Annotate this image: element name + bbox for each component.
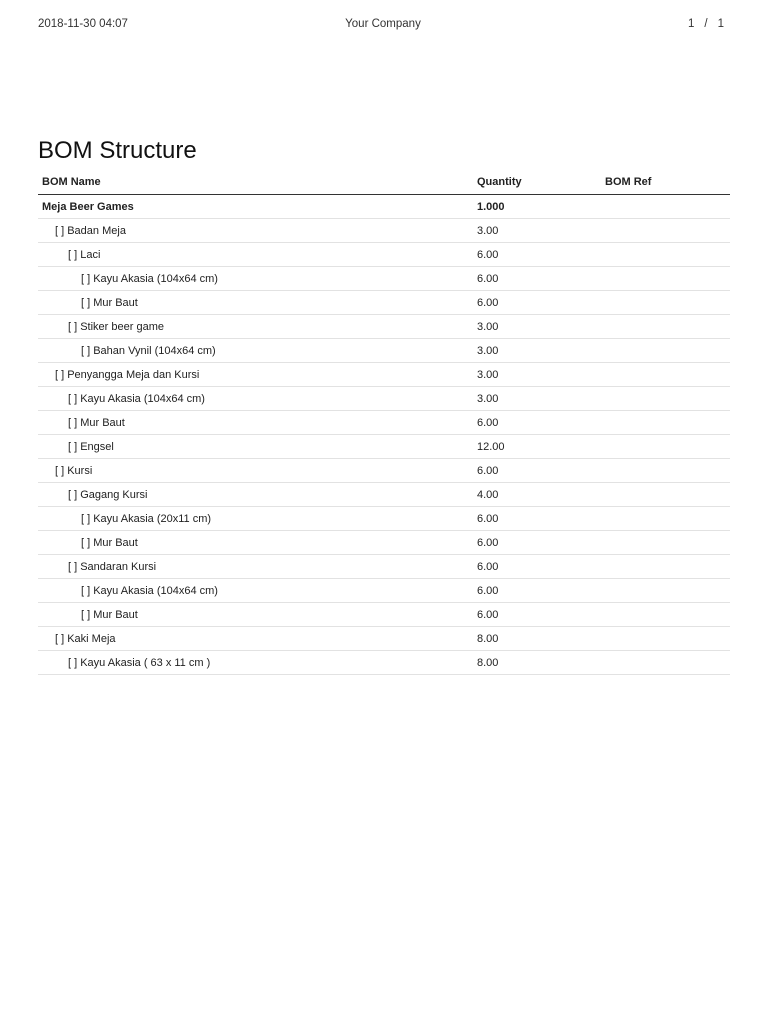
table-row	[38, 363, 730, 387]
bom-ref-cell	[601, 219, 730, 243]
table-row	[38, 195, 730, 219]
page-current: 1	[687, 18, 695, 30]
quantity-cell: 6.00	[473, 579, 601, 603]
bom-name-cell: [ ] Kayu Akasia (104x64 cm)	[38, 387, 473, 411]
page-total: 1	[717, 18, 724, 30]
bom-name-cell: [ ] Kayu Akasia ( 63 x 11 cm )	[38, 651, 473, 675]
page-separator: /	[704, 18, 708, 30]
table-row	[38, 603, 730, 627]
table-row	[38, 459, 730, 483]
bom-ref-cell	[601, 411, 730, 435]
bom-name-cell: [ ] Kayu Akasia (104x64 cm)	[38, 579, 473, 603]
bom-ref-cell	[601, 459, 730, 483]
quantity-cell: 1.000	[473, 195, 601, 219]
bom-name-cell: [ ] Mur Baut	[38, 603, 473, 627]
quantity-cell: 3.00	[473, 363, 601, 387]
bom-ref-cell	[601, 267, 730, 291]
bom-ref-cell	[601, 315, 730, 339]
bom-name-cell: [ ] Engsel	[38, 435, 473, 459]
bom-name-cell: [ ] Penyangga Meja dan Kursi	[38, 363, 473, 387]
quantity-cell: 6.00	[473, 555, 601, 579]
bom-ref-cell	[601, 579, 730, 603]
quantity-cell: 3.00	[473, 387, 601, 411]
column-header-quantity: Quantity	[473, 170, 601, 195]
bom-ref-cell	[601, 603, 730, 627]
bom-name-cell: [ ] Bahan Vynil (104x64 cm)	[38, 339, 473, 363]
table-row	[38, 267, 730, 291]
quantity-cell: 6.00	[473, 267, 601, 291]
page-title: BOM Structure	[38, 137, 197, 164]
table-row	[38, 411, 730, 435]
bom-ref-cell	[601, 627, 730, 651]
table-body	[38, 195, 730, 675]
quantity-cell: 8.00	[473, 627, 601, 651]
bom-name-cell: [ ] Mur Baut	[38, 411, 473, 435]
column-header-bom-ref: BOM Ref	[601, 170, 730, 195]
table-row	[38, 651, 730, 675]
quantity-cell: 6.00	[473, 507, 601, 531]
quantity-cell: 6.00	[473, 243, 601, 267]
quantity-cell: 8.00	[473, 651, 601, 675]
table-row	[38, 627, 730, 651]
quantity-cell: 3.00	[473, 339, 601, 363]
page-counter	[688, 18, 724, 30]
bom-name-cell: [ ] Gagang Kursi	[38, 483, 473, 507]
table-row	[38, 387, 730, 411]
column-header-bom-name: BOM Name	[38, 170, 473, 195]
bom-name-cell: [ ] Mur Baut	[38, 291, 473, 315]
bom-structure-table	[38, 170, 730, 675]
bom-name-cell: [ ] Kayu Akasia (20x11 cm)	[38, 507, 473, 531]
quantity-cell: 3.00	[473, 315, 601, 339]
table-row	[38, 315, 730, 339]
bom-ref-cell	[601, 363, 730, 387]
quantity-cell: 4.00	[473, 483, 601, 507]
quantity-cell: 6.00	[473, 291, 601, 315]
bom-name-cell: [ ] Sandaran Kursi	[38, 555, 473, 579]
bom-ref-cell	[601, 339, 730, 363]
bom-name-cell: [ ] Kayu Akasia (104x64 cm)	[38, 267, 473, 291]
table-row	[38, 339, 730, 363]
bom-ref-cell	[601, 483, 730, 507]
bom-ref-cell	[601, 651, 730, 675]
quantity-cell: 6.00	[473, 459, 601, 483]
quantity-cell: 3.00	[473, 219, 601, 243]
bom-name-cell: [ ] Kaki Meja	[38, 627, 473, 651]
table-row	[38, 435, 730, 459]
bom-ref-cell	[601, 195, 730, 219]
bom-name-cell: [ ] Laci	[38, 243, 473, 267]
table-row	[38, 555, 730, 579]
quantity-cell: 6.00	[473, 411, 601, 435]
table-row	[38, 579, 730, 603]
table-row	[38, 291, 730, 315]
bom-name-cell: Meja Beer Games	[38, 195, 473, 219]
print-header	[38, 18, 728, 34]
quantity-cell: 12.00	[473, 435, 601, 459]
bom-ref-cell	[601, 435, 730, 459]
table-row	[38, 507, 730, 531]
quantity-cell: 6.00	[473, 531, 601, 555]
bom-ref-cell	[601, 531, 730, 555]
company-name: Your Company	[345, 18, 421, 30]
quantity-cell: 6.00	[473, 603, 601, 627]
bom-ref-cell	[601, 387, 730, 411]
bom-name-cell: [ ] Kursi	[38, 459, 473, 483]
bom-name-cell: [ ] Stiker beer game	[38, 315, 473, 339]
bom-ref-cell	[601, 507, 730, 531]
bom-name-cell: [ ] Mur Baut	[38, 531, 473, 555]
table-row	[38, 531, 730, 555]
table-row	[38, 483, 730, 507]
bom-name-cell: [ ] Badan Meja	[38, 219, 473, 243]
bom-ref-cell	[601, 555, 730, 579]
table-row	[38, 219, 730, 243]
print-datetime: 2018-11-30 04:07	[38, 18, 128, 30]
bom-ref-cell	[601, 291, 730, 315]
table-header-row	[38, 170, 730, 195]
bom-ref-cell	[601, 243, 730, 267]
table-row	[38, 243, 730, 267]
